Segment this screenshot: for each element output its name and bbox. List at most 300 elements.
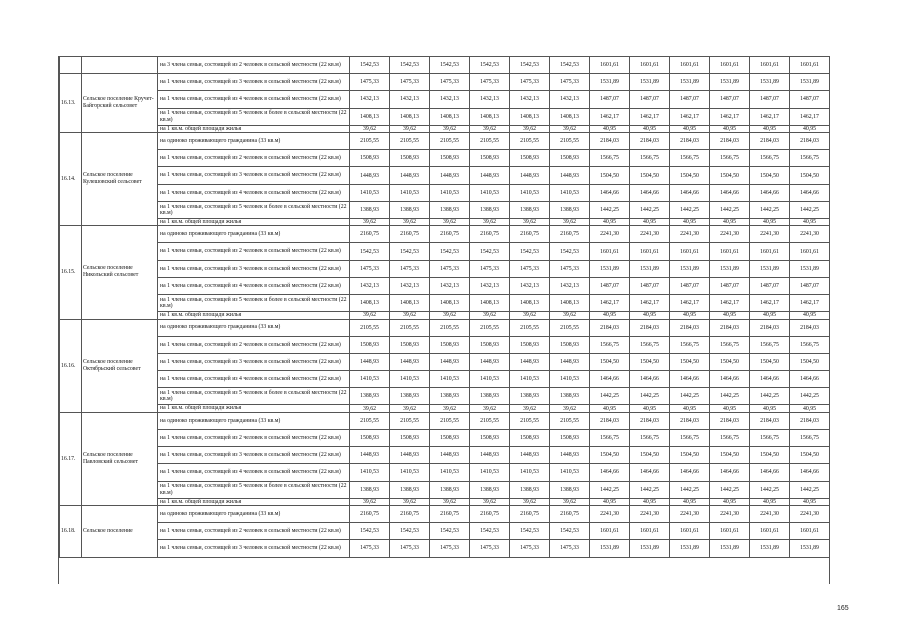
value-cell: 40,95: [670, 405, 710, 412]
value-cell: 39,62: [350, 312, 390, 319]
value-cell: 1542,53: [550, 523, 590, 540]
value-cell: 40,95: [670, 125, 710, 132]
value-cell: 1448,93: [430, 447, 470, 464]
value-cell: 1504,50: [670, 167, 710, 184]
value-cell: 1508,93: [470, 150, 510, 167]
value-cell: 1448,93: [350, 447, 390, 464]
value-cell: 1388,93: [550, 201, 590, 218]
value-cell: 1462,17: [630, 108, 670, 125]
value-cell: 2241,30: [590, 226, 630, 243]
value-cell: 1508,93: [390, 429, 430, 446]
value-cell: 1410,53: [390, 371, 430, 388]
value-cell: 1508,93: [550, 429, 590, 446]
value-cell: 1531,89: [790, 540, 830, 557]
value-cell: 2160,75: [430, 505, 470, 522]
value-cell: 1487,07: [790, 91, 830, 108]
value-cell: 1601,61: [590, 57, 630, 74]
value-cell: 1464,66: [670, 371, 710, 388]
value-cell: 1601,61: [710, 523, 750, 540]
value-cell: 1408,13: [350, 108, 390, 125]
value-cell: 1462,17: [590, 108, 630, 125]
value-cell: 40,95: [750, 498, 790, 505]
value-cell: 1442,25: [670, 201, 710, 218]
value-cell: 39,62: [550, 405, 590, 412]
value-cell: 1508,93: [510, 150, 550, 167]
value-cell: 2160,75: [550, 226, 590, 243]
value-cell: 1475,33: [350, 540, 390, 557]
value-cell: 1487,07: [750, 91, 790, 108]
value-cell: 1408,13: [510, 108, 550, 125]
value-cell: 1448,93: [550, 447, 590, 464]
value-cell: 1408,13: [350, 295, 390, 312]
value-cell: 1464,66: [750, 464, 790, 481]
value-cell: 1475,33: [350, 260, 390, 277]
value-cell: 40,95: [750, 405, 790, 412]
value-cell: 1508,93: [430, 150, 470, 167]
value-cell: 1601,61: [670, 57, 710, 74]
value-cell: 1462,17: [670, 108, 710, 125]
table-row: [60, 447, 830, 464]
value-cell: 1408,13: [510, 295, 550, 312]
value-cell: 1410,53: [350, 184, 390, 201]
value-cell: 1542,53: [550, 243, 590, 260]
table-row: [60, 74, 830, 91]
value-cell: 1448,93: [430, 167, 470, 184]
norm-description-cell: на 1 члена семьи, состоящей из 2 человек в сельской местности (22 кв.м): [158, 150, 350, 167]
value-cell: 1442,25: [710, 388, 750, 405]
value-cell: 1508,93: [350, 429, 390, 446]
value-cell: 1464,66: [790, 184, 830, 201]
value-cell: 1531,89: [710, 540, 750, 557]
value-cell: 39,62: [430, 498, 470, 505]
value-cell: 1504,50: [790, 447, 830, 464]
value-cell: 40,95: [630, 218, 670, 225]
value-cell: 39,62: [430, 405, 470, 412]
value-cell: 2241,30: [750, 505, 790, 522]
value-cell: 1464,66: [590, 464, 630, 481]
value-cell: 1462,17: [630, 295, 670, 312]
table-row: [60, 201, 830, 218]
value-cell: 2184,03: [590, 133, 630, 150]
value-cell: 2160,75: [470, 226, 510, 243]
value-cell: 2105,55: [350, 319, 390, 336]
value-cell: 2184,03: [790, 319, 830, 336]
value-cell: 1487,07: [750, 277, 790, 294]
norm-description-cell: на 1 члена семьи, состоящей из 2 человек в сельской местности (22 кв.м): [158, 429, 350, 446]
value-cell: 1442,25: [790, 388, 830, 405]
value-cell: 1464,66: [630, 464, 670, 481]
value-cell: 40,95: [670, 312, 710, 319]
value-cell: 1566,75: [750, 429, 790, 446]
norm-description-cell: на 1 кв.м. общей площади жилья: [158, 498, 350, 505]
value-cell: 2184,03: [790, 412, 830, 429]
value-cell: 1487,07: [710, 277, 750, 294]
value-cell: 1464,66: [590, 184, 630, 201]
value-cell: 1531,89: [750, 540, 790, 557]
value-cell: 1464,66: [750, 371, 790, 388]
value-cell: 1487,07: [630, 91, 670, 108]
value-cell: 1508,93: [390, 150, 430, 167]
value-cell: 1504,50: [790, 353, 830, 370]
value-cell: 39,62: [550, 498, 590, 505]
norm-description-cell: на одиноко проживающего гражданина (33 кв.м): [158, 133, 350, 150]
value-cell: 1442,25: [670, 388, 710, 405]
value-cell: 1566,75: [670, 429, 710, 446]
norm-description-cell: на 1 члена семьи, состоящей из 2 человек в сельской местности (22 кв.м): [158, 523, 350, 540]
value-cell: 39,62: [390, 312, 430, 319]
value-cell: 40,95: [590, 125, 630, 132]
value-cell: 2241,30: [630, 505, 670, 522]
value-cell: 2184,03: [590, 412, 630, 429]
value-cell: 1410,53: [390, 184, 430, 201]
value-cell: 1531,89: [590, 74, 630, 91]
value-cell: 1531,89: [750, 260, 790, 277]
value-cell: 1566,75: [630, 429, 670, 446]
table-row: [60, 429, 830, 446]
value-cell: 2184,03: [710, 412, 750, 429]
value-cell: 1432,13: [510, 91, 550, 108]
value-cell: 39,62: [510, 125, 550, 132]
value-cell: 1531,89: [670, 540, 710, 557]
value-cell: 1388,93: [430, 388, 470, 405]
value-cell: 1487,07: [710, 91, 750, 108]
value-cell: 1531,89: [590, 260, 630, 277]
value-cell: 2105,55: [510, 133, 550, 150]
value-cell: 39,62: [430, 218, 470, 225]
value-cell: 1542,53: [470, 57, 510, 74]
value-cell: 1504,50: [590, 167, 630, 184]
value-cell: 2105,55: [470, 412, 510, 429]
value-cell: 40,95: [710, 498, 750, 505]
value-cell: 1432,13: [350, 91, 390, 108]
value-cell: 2105,55: [470, 319, 510, 336]
value-cell: 1531,89: [790, 260, 830, 277]
value-cell: 1601,61: [790, 523, 830, 540]
norm-description-cell: на 1 члена семьи, состоящей из 4 человек в сельской местности (22 кв.м): [158, 371, 350, 388]
value-cell: 1448,93: [470, 167, 510, 184]
value-cell: 1504,50: [750, 167, 790, 184]
value-cell: 1442,25: [750, 388, 790, 405]
norm-description-cell: на одиноко проживающего гражданина (33 кв.м): [158, 505, 350, 522]
norm-description-cell: на 1 кв.м. общей площади жилья: [158, 312, 350, 319]
value-cell: 1566,75: [790, 429, 830, 446]
table-row: [60, 57, 830, 74]
norm-description-cell: на 1 члена семьи, состоящей из 3 человек в сельской местности (22 кв.м): [158, 167, 350, 184]
value-cell: 1388,93: [350, 481, 390, 498]
value-cell: 1388,93: [510, 201, 550, 218]
tariff-table: [59, 56, 830, 558]
value-cell: 2160,75: [350, 226, 390, 243]
table-row: [60, 540, 830, 557]
settlement-name-cell: Сельское поселение Кручет-Байгорский сельсовет: [82, 74, 158, 133]
value-cell: 1408,13: [550, 295, 590, 312]
value-cell: 2160,75: [390, 505, 430, 522]
norm-description-cell: на 1 члена семьи, состоящей из 5 человек и более в сельской местности (22 кв.м): [158, 201, 350, 218]
value-cell: 1410,53: [470, 371, 510, 388]
value-cell: 1475,33: [350, 74, 390, 91]
value-cell: 1448,93: [390, 167, 430, 184]
value-cell: 39,62: [510, 405, 550, 412]
norm-description-cell: на 1 члена семьи, состоящей из 3 человек в сельской местности (22 кв.м): [158, 74, 350, 91]
value-cell: 1487,07: [590, 91, 630, 108]
norm-description-cell: на 1 члена семьи, состоящей из 5 человек и более в сельской местности (22 кв.м): [158, 108, 350, 125]
value-cell: 1442,25: [630, 388, 670, 405]
norm-description-cell: на одиноко проживающего гражданина (33 кв.м): [158, 319, 350, 336]
value-cell: 1566,75: [630, 336, 670, 353]
value-cell: 2241,30: [790, 505, 830, 522]
settlement-name-cell: Сельское поселение Кулешовский сельсовет: [82, 133, 158, 226]
value-cell: 2105,55: [350, 412, 390, 429]
value-cell: 1475,33: [510, 540, 550, 557]
value-cell: 1448,93: [470, 447, 510, 464]
value-cell: 1408,13: [390, 108, 430, 125]
value-cell: 1408,13: [430, 108, 470, 125]
value-cell: 1475,33: [550, 74, 590, 91]
value-cell: 1601,61: [710, 57, 750, 74]
value-cell: 1487,07: [790, 277, 830, 294]
value-cell: 1531,89: [710, 260, 750, 277]
value-cell: 1462,17: [790, 295, 830, 312]
value-cell: 1408,13: [430, 295, 470, 312]
value-cell: 1442,25: [670, 481, 710, 498]
norm-description-cell: на одиноко проживающего гражданина (33 кв.м): [158, 226, 350, 243]
value-cell: 1566,75: [670, 336, 710, 353]
value-cell: 1542,53: [510, 57, 550, 74]
table-row: [60, 498, 830, 505]
value-cell: 2105,55: [390, 412, 430, 429]
value-cell: 1410,53: [510, 464, 550, 481]
value-cell: 1442,25: [710, 201, 750, 218]
value-cell: 2160,75: [510, 505, 550, 522]
value-cell: 1408,13: [390, 295, 430, 312]
value-cell: 39,62: [430, 312, 470, 319]
value-cell: 1566,75: [790, 150, 830, 167]
table-row: [60, 125, 830, 132]
value-cell: 1408,13: [550, 108, 590, 125]
value-cell: 1410,53: [350, 371, 390, 388]
value-cell: 1432,13: [390, 277, 430, 294]
value-cell: 1448,93: [510, 167, 550, 184]
value-cell: 1542,53: [390, 523, 430, 540]
value-cell: 2160,75: [510, 226, 550, 243]
value-cell: 2241,30: [630, 226, 670, 243]
table-row: [60, 412, 830, 429]
value-cell: 2241,30: [670, 226, 710, 243]
value-cell: 2105,55: [350, 133, 390, 150]
table-row: [60, 277, 830, 294]
value-cell: 39,62: [470, 218, 510, 225]
value-cell: 2105,55: [550, 319, 590, 336]
value-cell: 1601,61: [790, 243, 830, 260]
table-row: [60, 243, 830, 260]
norm-description-cell: на 1 члена семьи, состоящей из 3 человек в сельской местности (22 кв.м): [158, 447, 350, 464]
value-cell: 1388,93: [430, 481, 470, 498]
value-cell: 2105,55: [510, 412, 550, 429]
value-cell: 39,62: [350, 125, 390, 132]
value-cell: 1432,13: [470, 277, 510, 294]
value-cell: 1542,53: [390, 243, 430, 260]
value-cell: 1432,13: [390, 91, 430, 108]
value-cell: 1442,25: [590, 201, 630, 218]
value-cell: 40,95: [790, 125, 830, 132]
value-cell: 1542,53: [350, 57, 390, 74]
value-cell: 1448,93: [390, 353, 430, 370]
value-cell: 2241,30: [710, 226, 750, 243]
value-cell: 40,95: [630, 405, 670, 412]
norm-description-cell: на 1 члена семьи, состоящей из 3 человек в сельской местности (22 кв.м): [158, 540, 350, 557]
value-cell: 1601,61: [750, 243, 790, 260]
value-cell: 2105,55: [430, 412, 470, 429]
value-cell: 1410,53: [510, 184, 550, 201]
norm-description-cell: на 1 члена семьи, состоящей из 3 человек в сельской местности (22 кв.м): [158, 260, 350, 277]
value-cell: 40,95: [710, 405, 750, 412]
value-cell: 40,95: [630, 312, 670, 319]
value-cell: 39,62: [470, 405, 510, 412]
table-row: [60, 167, 830, 184]
value-cell: 1475,33: [430, 540, 470, 557]
value-cell: 1388,93: [390, 201, 430, 218]
value-cell: 39,62: [510, 498, 550, 505]
value-cell: 1475,33: [430, 74, 470, 91]
value-cell: 2184,03: [630, 412, 670, 429]
value-cell: 1542,53: [550, 57, 590, 74]
value-cell: 1566,75: [630, 150, 670, 167]
value-cell: 1464,66: [590, 371, 630, 388]
value-cell: 1504,50: [710, 447, 750, 464]
value-cell: 1531,89: [750, 74, 790, 91]
norm-description-cell: на 1 члена семьи, состоящей из 3 человек в сельской местности (22 кв.м): [158, 353, 350, 370]
value-cell: 1432,13: [510, 277, 550, 294]
value-cell: 1442,25: [590, 388, 630, 405]
value-cell: 39,62: [390, 405, 430, 412]
value-cell: 39,62: [350, 405, 390, 412]
value-cell: 1442,25: [750, 201, 790, 218]
value-cell: 1508,93: [510, 429, 550, 446]
value-cell: 39,62: [350, 498, 390, 505]
table-row: [60, 371, 830, 388]
value-cell: 1464,66: [670, 184, 710, 201]
value-cell: 2160,75: [550, 505, 590, 522]
section-number-cell: 16.18.: [60, 505, 82, 557]
table-row: [60, 505, 830, 522]
value-cell: 1410,53: [350, 464, 390, 481]
value-cell: 40,95: [790, 218, 830, 225]
value-cell: 40,95: [630, 125, 670, 132]
value-cell: 1448,93: [390, 447, 430, 464]
value-cell: 1442,25: [590, 481, 630, 498]
value-cell: 1487,07: [590, 277, 630, 294]
value-cell: 1508,93: [430, 336, 470, 353]
value-cell: 1464,66: [710, 464, 750, 481]
settlement-name-cell: Сельское поселение Октябрьский сельсовет: [82, 319, 158, 412]
value-cell: 1475,33: [510, 74, 550, 91]
value-cell: 1410,53: [510, 371, 550, 388]
value-cell: 1464,66: [750, 184, 790, 201]
value-cell: 40,95: [590, 312, 630, 319]
value-cell: 1542,53: [510, 243, 550, 260]
value-cell: 40,95: [710, 125, 750, 132]
value-cell: 1442,25: [750, 481, 790, 498]
value-cell: 1475,33: [510, 260, 550, 277]
value-cell: 1542,53: [390, 57, 430, 74]
settlement-name-cell: Сельское поселение Никольский сельсовет: [82, 226, 158, 319]
value-cell: 39,62: [390, 125, 430, 132]
table-row: [60, 91, 830, 108]
value-cell: 1462,17: [710, 295, 750, 312]
value-cell: 1542,53: [510, 523, 550, 540]
value-cell: 2184,03: [750, 319, 790, 336]
value-cell: 40,95: [590, 498, 630, 505]
value-cell: 1487,07: [670, 277, 710, 294]
value-cell: 2105,55: [430, 319, 470, 336]
table-row: [60, 226, 830, 243]
value-cell: 1475,33: [390, 74, 430, 91]
value-cell: 1410,53: [470, 184, 510, 201]
norm-description-cell: на 1 члена семьи, состоящей из 4 человек в сельской местности (22 кв.м): [158, 184, 350, 201]
settlement-name-cell: [82, 57, 158, 74]
value-cell: 1531,89: [630, 540, 670, 557]
table-row: [60, 353, 830, 370]
value-cell: 1408,13: [470, 295, 510, 312]
value-cell: 2184,03: [590, 319, 630, 336]
value-cell: 1442,25: [790, 481, 830, 498]
value-cell: 1531,89: [630, 260, 670, 277]
value-cell: 1432,13: [350, 277, 390, 294]
value-cell: 1475,33: [390, 540, 430, 557]
value-cell: 1601,61: [670, 523, 710, 540]
value-cell: 2184,03: [710, 319, 750, 336]
value-cell: 1504,50: [670, 353, 710, 370]
value-cell: 1531,89: [630, 74, 670, 91]
norm-description-cell: на одиноко проживающего гражданина (33 кв.м): [158, 412, 350, 429]
norm-description-cell: на 3 члена семьи, состоящей из 2 человек в сельской местности (22 кв.м): [158, 57, 350, 74]
value-cell: 1432,13: [550, 91, 590, 108]
value-cell: 1475,33: [390, 260, 430, 277]
norm-description-cell: на 1 члена семьи, состоящей из 5 человек и более в сельской местности (22 кв.м): [158, 388, 350, 405]
value-cell: 2184,03: [670, 319, 710, 336]
value-cell: 2105,55: [390, 133, 430, 150]
value-cell: 1508,93: [350, 150, 390, 167]
value-cell: 1462,17: [750, 108, 790, 125]
value-cell: 40,95: [630, 498, 670, 505]
value-cell: 40,95: [790, 405, 830, 412]
value-cell: 1464,66: [710, 371, 750, 388]
value-cell: 2184,03: [630, 133, 670, 150]
value-cell: 1542,53: [430, 243, 470, 260]
value-cell: 1566,75: [590, 150, 630, 167]
value-cell: 1531,89: [710, 74, 750, 91]
value-cell: 2184,03: [750, 133, 790, 150]
norm-description-cell: на 1 члена семьи, состоящей из 5 человек и более в сельской местности (22 кв.м): [158, 295, 350, 312]
value-cell: 1601,61: [590, 243, 630, 260]
value-cell: 2105,55: [550, 412, 590, 429]
value-cell: 1475,33: [430, 260, 470, 277]
value-cell: 1508,93: [510, 336, 550, 353]
value-cell: 1432,13: [430, 277, 470, 294]
value-cell: 40,95: [750, 312, 790, 319]
value-cell: 1410,53: [550, 464, 590, 481]
table-row: [60, 184, 830, 201]
norm-description-cell: на 1 кв.м. общей площади жилья: [158, 125, 350, 132]
value-cell: 1504,50: [630, 167, 670, 184]
value-cell: 1504,50: [710, 353, 750, 370]
table-row: [60, 133, 830, 150]
value-cell: 1566,75: [750, 336, 790, 353]
value-cell: 2184,03: [670, 133, 710, 150]
value-cell: 2184,03: [630, 319, 670, 336]
value-cell: 1448,93: [510, 353, 550, 370]
section-number-cell: 16.16.: [60, 319, 82, 412]
